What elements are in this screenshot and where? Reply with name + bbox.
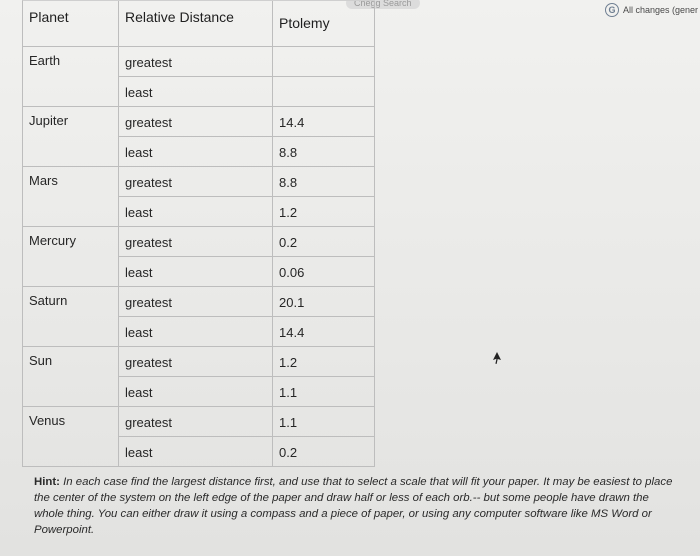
hint-text: In each case find the largest distance first, and use that to select a scale that will fit your paper. It may be easiest to place the center of the system on the left edge of the paper and draw half or less of each orb.-- but some people have drawn the whole thing. You can either draw it using a compass and a piece of paper, or using any computer software like MS Word or Powerpoint. bbox=[34, 476, 673, 536]
distance-label-cell: greatest bbox=[119, 107, 273, 137]
planet-name-cell: Earth bbox=[23, 47, 119, 107]
distance-label-cell: least bbox=[119, 317, 273, 347]
distance-label-cell: least bbox=[119, 257, 273, 287]
planet-name-cell: Saturn bbox=[23, 287, 119, 347]
distance-label-cell: greatest bbox=[119, 287, 273, 317]
ptolemy-value-cell: 0.2 bbox=[273, 227, 375, 257]
chegg-search-button[interactable]: Chegg Search bbox=[346, 0, 420, 9]
hint-paragraph bbox=[34, 474, 674, 538]
planet-name-cell: Jupiter bbox=[23, 107, 119, 167]
distance-label-cell: least bbox=[119, 197, 273, 227]
distance-label-cell: greatest bbox=[119, 347, 273, 377]
cursor-icon bbox=[492, 352, 502, 364]
ptolemy-value-cell: 0.2 bbox=[273, 437, 375, 467]
ptolemy-value-cell: 8.8 bbox=[273, 137, 375, 167]
ptolemy-value-cell: 1.1 bbox=[273, 377, 375, 407]
planet-name-cell: Mars bbox=[23, 167, 119, 227]
ptolemy-value-cell: 1.2 bbox=[273, 347, 375, 377]
planet-name-cell: Mercury bbox=[23, 227, 119, 287]
ptolemy-value-cell: 14.4 bbox=[273, 107, 375, 137]
ptolemy-value-cell: 1.2 bbox=[273, 197, 375, 227]
planet-name-cell: Venus bbox=[23, 407, 119, 467]
ptolemy-value-cell: 8.8 bbox=[273, 167, 375, 197]
distance-label-cell: least bbox=[119, 437, 273, 467]
distance-label-cell: greatest bbox=[119, 227, 273, 257]
ptolemy-value-cell: 1.1 bbox=[273, 407, 375, 437]
distance-label-cell: greatest bbox=[119, 407, 273, 437]
g-icon: G bbox=[605, 3, 619, 17]
ptolemy-value-cell: 0.06 bbox=[273, 257, 375, 287]
distance-label-cell: greatest bbox=[119, 167, 273, 197]
distance-label-cell: least bbox=[119, 377, 273, 407]
planet-name-cell: Sun bbox=[23, 347, 119, 407]
ptolemy-value-cell: 20.1 bbox=[273, 287, 375, 317]
save-status-text: All changes (gener bbox=[622, 5, 698, 15]
distance-label-cell: least bbox=[119, 77, 273, 107]
distance-label-cell: greatest bbox=[119, 47, 273, 77]
ptolemy-value-cell bbox=[273, 47, 375, 77]
save-status[interactable] bbox=[605, 0, 700, 20]
hint-label: Hint: bbox=[34, 476, 60, 488]
ptolemy-value-cell bbox=[273, 77, 375, 107]
ptolemy-header: Ptolemy bbox=[273, 1, 375, 47]
distance-label-cell: least bbox=[119, 137, 273, 167]
relative-distance-header: Relative Distance bbox=[119, 1, 273, 47]
ptolemy-value-cell: 14.4 bbox=[273, 317, 375, 347]
planet-header: Planet bbox=[23, 1, 119, 47]
